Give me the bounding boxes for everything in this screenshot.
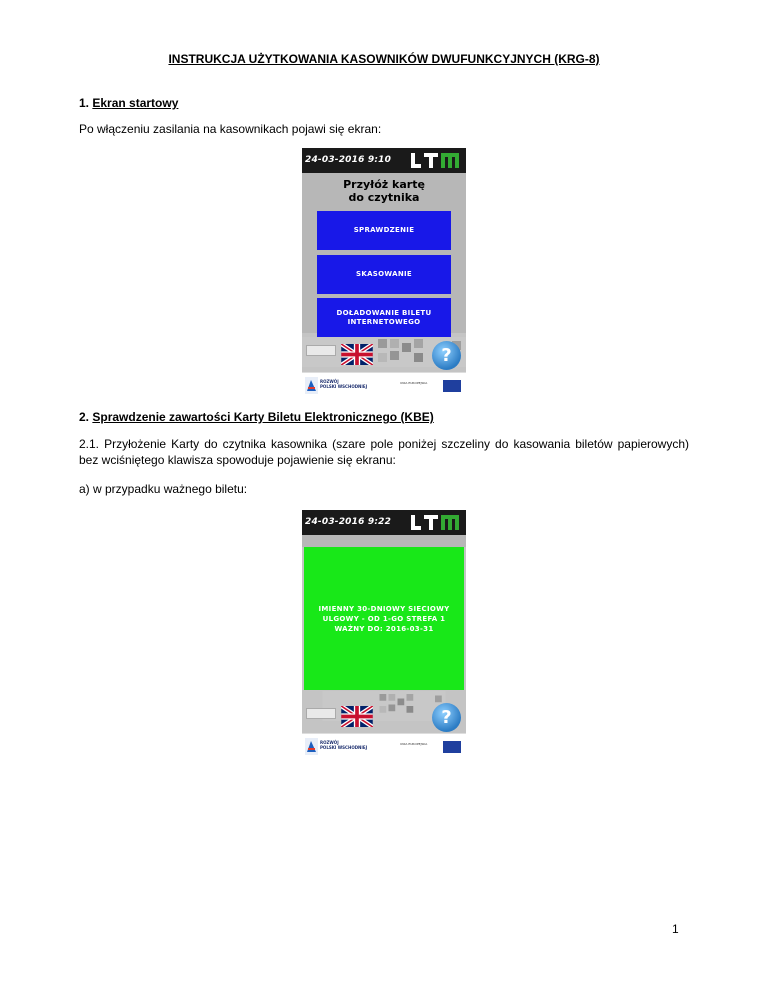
start-screen-image (302, 148, 466, 398)
check-button[interactable]: SPRAWDZENIE (317, 211, 451, 250)
ticket-line-1: IMIENNY 30-DNIOWY SIECIOWY (318, 604, 450, 613)
help-button[interactable]: ? (432, 703, 461, 732)
section-1-title: Ekran startowy (92, 96, 179, 110)
funding-footer (302, 372, 466, 398)
datetime-label: 24-03-2016 9:22 (305, 517, 392, 527)
funding-footer (302, 733, 466, 759)
fund-name (320, 740, 367, 750)
topup-internet-ticket-button[interactable] (317, 298, 451, 337)
status-bar (302, 148, 466, 173)
prompt-line-1: Przyłóż kartę (343, 178, 425, 191)
case-a-label: a) w przypadku ważnego biletu: (79, 482, 248, 496)
valid-ticket-screen-image (302, 510, 466, 759)
uk-flag-icon[interactable] (341, 706, 373, 727)
ticket-line-3: WAŻNY DO: 2016-03-31 (334, 624, 434, 633)
eu-label: UNIA EUROPEJSKA (400, 381, 428, 385)
background-strip (302, 535, 466, 547)
fund-line-2: POLSKI WSCHODNIEJ (320, 745, 368, 750)
fund-name (320, 379, 367, 389)
ticket-info (319, 604, 450, 634)
ticket-line-2: ULGOWY - OD 1-GO STREFA 1 (322, 614, 446, 623)
status-bar (302, 510, 466, 535)
section-2-title: Sprawdzenie zawartości Karty Biletu Elektronicznego (KBE) (92, 410, 434, 424)
section-2-paragraph: 2.1. Przyłożenie Karty do czytnika kasownika (szare pole poniżej szczeliny do kasowania biletów papierowych) bez wciśniętego klawisza spowoduje pojawienie się ekranu: (79, 437, 689, 467)
section-1-number: 1. (79, 96, 90, 110)
fund-line-2: POLSKI WSCHODNIEJ (320, 384, 368, 389)
section-1-heading (79, 96, 178, 110)
validate-button[interactable]: SKASOWANIE (317, 255, 451, 294)
document-title: INSTRUKCJA UŻYTKOWANIA KASOWNIKÓW DWUFUNKCYJNYCH (KRG-8) (168, 52, 600, 66)
fund-line-1: ROZWÓJ (320, 740, 339, 745)
section-2-heading (79, 410, 434, 424)
topup-button-label: DOŁADOWANIE BILETU INTERNETOWEGO (336, 308, 432, 326)
card-prompt (302, 178, 466, 204)
section-2-number: 2. (79, 410, 90, 424)
eu-flag-icon (443, 380, 461, 392)
eu-flag-icon (443, 741, 461, 753)
datetime-label: 24-03-2016 9:10 (305, 155, 392, 165)
eu-label: UNIA EUROPEJSKA (400, 742, 428, 746)
section-1-text: Po włączeniu zasilania na kasownikach pojawi się ekran: (79, 122, 382, 136)
page-number: 1 (672, 922, 679, 936)
language-indicator (306, 708, 336, 719)
valid-ticket-panel (304, 547, 464, 690)
ltm-logo (410, 514, 460, 531)
language-indicator (306, 345, 336, 356)
help-button[interactable]: ? (432, 341, 461, 370)
ltm-logo (410, 152, 460, 169)
fund-logo-icon (305, 738, 318, 755)
uk-flag-icon[interactable] (341, 344, 373, 365)
fund-line-1: ROZWÓJ (320, 379, 339, 384)
fund-logo-icon (305, 377, 318, 394)
prompt-line-2: do czytnika (348, 191, 420, 204)
